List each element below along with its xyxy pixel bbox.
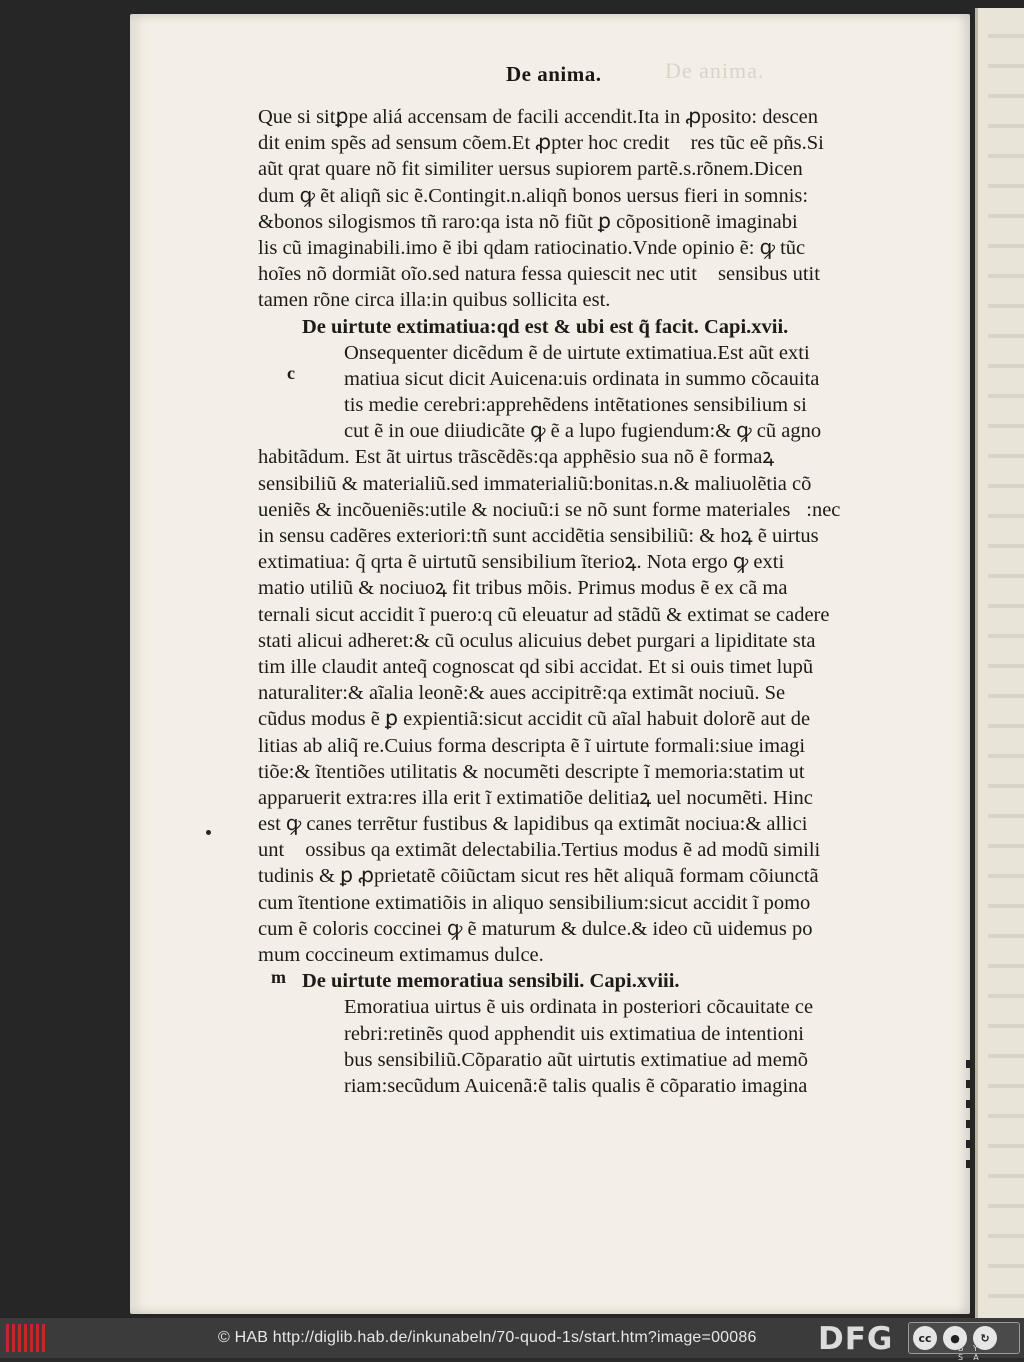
text-line: extimatiua: q̃ qrta ẽ uirtutũ sensibilium ĩterioꝝ. Nota ergo ꝙ exti (258, 551, 785, 574)
text-line: &bonos silogismos tñ raro:qa ista nõ fiũt ꝑ cõpositionẽ imaginabi (258, 210, 798, 233)
credit-link[interactable]: © HAB http://diglib.hab.de/inkunabeln/70-quod-1s/start.htm?image=00086 (218, 1329, 757, 1346)
text-line: est ꝙ canes terrẽtur fustibus & lapidibus qa extimãt nociua:& allici (258, 813, 808, 836)
ink-spot (206, 830, 211, 835)
initial-guide-c: c (287, 363, 295, 383)
text-line: sensibiliũ & materialiũ.sed immaterialiũ:bonitas.n.& maliuolẽtia cõ (258, 472, 812, 495)
running-head: De anima. (506, 62, 602, 86)
text-line: matiua sicut dicit Auicena:uis ordinata in summo cõcauita (344, 367, 820, 390)
text-line: tamen rõne circa illa:in quibus sollicita est. (258, 289, 611, 312)
text-line: rebri:retinẽs quod apphendit uis extimatiua de intentioni (344, 1022, 804, 1045)
binding-marks (966, 1060, 970, 1170)
text-line: aũt qrat quare nõ fit similiter uersus supiorem partẽ.s.rõnem.Dicen (258, 158, 803, 181)
initial-guide-m: m (271, 967, 286, 987)
text-line: habitãdum. Est ãt uirtus trãscẽdẽs:qa apphẽsio sua nõ ẽ formaꝝ (258, 446, 775, 469)
text-line: Emoratiua uirtus ẽ uis ordinata in posteriori cõcauitate ce (344, 996, 814, 1019)
text-line: cum ĩtentione extimatiõis in aliquo sensibilium:sicut accidit ĩ pomo (258, 891, 811, 914)
text-line: in sensu cadẽres exteriori:tñ sunt accidẽtia sensibiliũ: & hoꝝ ẽ uirtus (258, 525, 819, 547)
cc-labels (958, 1344, 1024, 1362)
text-line: tiõe:& ĩtentiões utilitatis & nocumẽti descripte ĩ memoria:statim ut (258, 760, 805, 783)
text-line: mum coccineum extimamus dulce. (258, 944, 544, 966)
text-line: ueniẽs & incõueniẽs:utile & nociuũ:i se nõ sunt forme materialesᷣ:nec (258, 498, 841, 521)
chapter-heading: De uirtute memoratiua sensibili. Capi.xviii. (302, 970, 680, 993)
text-line: cũdus modus ẽ ꝑ expientiã:sicut accidit cũ aĩal habuit dolorẽ aut de (258, 708, 811, 731)
footer-bar (0, 1318, 1024, 1362)
text-line: Que si sitꝑpe aliá accensam de facili accendit.Ita in ꝓposito: descen (258, 106, 818, 128)
attribution-icon: ● (943, 1326, 967, 1350)
cc-icon: cc (913, 1326, 937, 1350)
chapter-heading: De uirtute extimatiua:qd est & ubi est q̃ facit. Capi.xvii. (302, 315, 789, 338)
text-line: stati alicui adheret:& cũ oculus alicuius debet purgari a lipiditate sta (258, 629, 816, 652)
text-line: apparuerit extra:res illa erit ĩ extimatiõe delitiaꝝ uel nocumẽti. Hinc (258, 786, 813, 809)
text-line: riam:secũdum Auicenã:ẽ talis qualis ẽ cõparatio imagina (344, 1074, 808, 1097)
by-label: BY (958, 1344, 988, 1353)
text-line: cum ẽ coloris coccinei ꝙ ẽ maturum & dulce.& ideo cũ uidemus po (258, 917, 813, 940)
sa-label: SA (958, 1353, 989, 1362)
text-block (258, 104, 908, 1099)
text-line: dum ꝙ ẽt aliqñ sic ẽ.Contingit.n.aliqñ bonos uersus fieri in somnis: (258, 184, 809, 207)
text-line: matio utiliũ & nociuoꝝ fit tribus mõis. Primus modus ẽ ex cã ma (258, 577, 788, 600)
text-line: bus sensibiliũ.Cõparatio aũt uirtutis extimatiue ad memõ (344, 1048, 809, 1071)
text-line: lis cũ imaginabili.imo ẽ ibi qdam ratiocinatio.Vnde opinio ẽ: ꝙ tũc (258, 236, 806, 259)
text-line: Onsequenter dicẽdum ẽ de uirtute extimatiua.Est aũt exti (344, 341, 810, 364)
text-line: tim ille claudit anteq̃ cognoscat qd sibi accidat. Et si ouis timet lupũ (258, 655, 814, 678)
text-line: tudinis & ꝑ ꝓprietatẽ cõiũctam sicut res hẽt aliquã formam cõiunctã (258, 865, 819, 888)
text-line: tis medie cerebri:apprehẽdens intẽtationes sensibilium si (344, 394, 807, 417)
share-alike-icon: ↻ (973, 1326, 997, 1350)
text-line: dit enim spẽs ad sensum cõem.Et ꝓpter hoc creditᷣ res tũc eẽ pñs.Si (258, 132, 824, 155)
text-line: litias ab aliq̃ re.Cuius forma descripta ẽ ĩ uirtute formali:siue imagi (258, 734, 806, 757)
facing-page-edge (975, 8, 1024, 1318)
text-line: naturaliter:& aĩalia leonẽ:& aues accipitrẽ:qa extimãt nociuũ. Se (258, 682, 786, 705)
text-line: untᷣ ossibus qa extimãt delectabilia.Tertius modus ẽ ad modũ simili (258, 839, 821, 862)
dfg-logo[interactable]: DFG (818, 1321, 894, 1357)
text-line: cut ẽ in oue diiudicãte ꝙ ẽ a lupo fugiendum:& ꝙ cũ agno (344, 420, 822, 443)
text-line: ternali sicut accidit ĩ puero:q cũ eleuatur ad stãdũ & extimat se cadere (258, 603, 830, 626)
library-logo-icon[interactable] (6, 1324, 48, 1352)
text-line: hoĩes nõ dormiãt oĩo.sed natura fessa quiescit nec utitᷣ sensibus utitᷣ (258, 263, 836, 286)
show-through-heading: De anima. (665, 58, 765, 83)
